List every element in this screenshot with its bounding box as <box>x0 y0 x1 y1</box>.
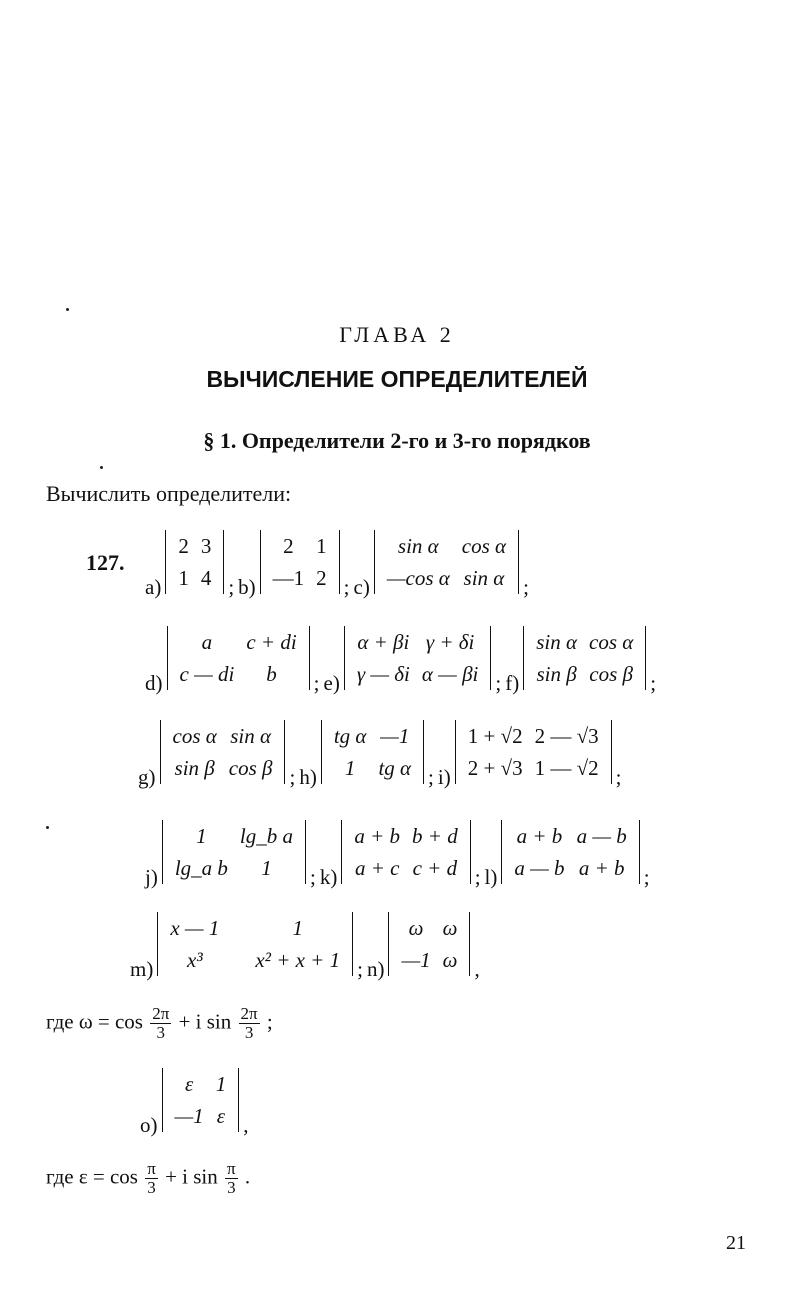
numerator: π <box>147 1159 156 1178</box>
cell: 2 <box>316 566 327 590</box>
label-c: c) <box>353 575 370 599</box>
cell: a + b <box>516 824 563 848</box>
label-g: g) <box>138 765 156 789</box>
denominator: 3 <box>156 1023 166 1042</box>
note-middle: + i sin <box>178 1009 232 1034</box>
cell: —1 <box>272 566 305 590</box>
label-f: f) <box>505 671 520 695</box>
cell: 1 <box>196 824 207 848</box>
cell: sin α <box>536 630 577 654</box>
cell: γ + δi <box>425 630 475 654</box>
determinant-b <box>260 530 340 594</box>
determinant-k <box>341 820 470 884</box>
det-row-2 <box>145 626 656 696</box>
cell: 1 <box>316 534 327 558</box>
separator: , <box>474 957 480 981</box>
label-o: o) <box>140 1113 158 1137</box>
determinant-c <box>374 530 519 594</box>
fraction <box>239 1005 260 1042</box>
note-middle: + i sin <box>165 1164 218 1189</box>
cell: x — 1 <box>170 916 220 940</box>
cell: cos α <box>589 630 634 654</box>
cell: sin β <box>536 662 577 686</box>
determinant-j <box>162 820 306 884</box>
cell: ε <box>184 1072 194 1096</box>
label-j: j) <box>145 865 158 889</box>
cell: ω <box>442 948 458 972</box>
cell: b + d <box>412 824 458 848</box>
print-speck <box>100 466 103 469</box>
label-b: b) <box>238 575 256 599</box>
cell: —1 <box>401 948 431 972</box>
determinant-i <box>455 720 612 784</box>
cell: a + b <box>354 824 401 848</box>
cell: b <box>266 662 277 686</box>
determinant-h <box>321 720 424 784</box>
cell: 1 <box>215 1072 227 1096</box>
note-suffix: . <box>244 1164 251 1189</box>
determinant-n <box>388 912 470 976</box>
label-i: i) <box>437 765 451 789</box>
cell: sin β <box>174 756 215 780</box>
cell: a + c <box>354 856 400 880</box>
cell: sin α <box>463 566 505 590</box>
cell: ω <box>408 916 424 940</box>
cell: α — βi <box>421 662 479 686</box>
det-row-3 <box>138 720 621 790</box>
numerator: 2π <box>240 1004 258 1023</box>
cell: 1 <box>261 856 272 880</box>
intro-text: Вычислить определители: <box>46 481 292 506</box>
print-speck <box>46 826 49 829</box>
fraction <box>225 1160 238 1197</box>
label-n: n) <box>366 957 385 981</box>
chapter-title: ВЫЧИСЛЕНИЕ ОПРЕДЕЛИТЕЛЕЙ <box>206 366 588 392</box>
cell: lg_a b <box>174 856 228 880</box>
label-e: e) <box>323 671 340 695</box>
cell: 1 <box>292 916 303 940</box>
label-d: d) <box>145 671 163 695</box>
cell: a — b <box>576 824 627 848</box>
cell: 2 + √3 <box>467 756 523 780</box>
cell: —cos α <box>386 566 450 590</box>
fraction <box>150 1005 171 1042</box>
section-heading: § 1. Определители 2-го и 3-го порядков <box>203 428 591 453</box>
cell: c + di <box>246 630 297 654</box>
numerator: π <box>227 1159 236 1178</box>
cell: cos α <box>172 724 217 748</box>
separator: ; <box>343 575 350 599</box>
cell: x³ <box>187 948 203 972</box>
problem-number: 127. <box>86 550 125 575</box>
label-l: l) <box>484 865 498 889</box>
note-prefix: где ε = cos <box>46 1164 138 1189</box>
separator: ; <box>357 957 363 981</box>
separator: ; <box>650 671 657 695</box>
determinant-d <box>167 626 310 690</box>
cell: 2 <box>283 534 294 558</box>
label-k: k) <box>319 865 338 889</box>
cell: a + b <box>578 856 625 880</box>
epsilon-definition <box>46 1160 250 1197</box>
cell: —1 <box>380 724 410 748</box>
cell: ε <box>216 1104 226 1128</box>
cell: 3 <box>200 534 212 558</box>
separator: ; <box>228 575 235 599</box>
cell: a <box>201 630 213 654</box>
cell: —1 <box>174 1104 204 1128</box>
denominator: 3 <box>147 1178 156 1197</box>
page-number: 21 <box>726 1232 746 1254</box>
print-speck <box>66 308 69 311</box>
separator: ; <box>289 765 296 789</box>
determinant-m <box>157 912 353 976</box>
determinant-e <box>344 626 492 690</box>
note-prefix: где ω = cos <box>46 1009 143 1034</box>
cell: lg_b a <box>239 824 294 848</box>
label-a: a) <box>145 575 162 599</box>
determinant-g <box>160 720 286 784</box>
cell: 4 <box>200 566 212 590</box>
det-row-5 <box>130 912 480 982</box>
cell: cos α <box>461 534 507 558</box>
separator: ; <box>643 865 650 889</box>
separator: ; <box>474 865 481 889</box>
determinant-l <box>501 820 639 884</box>
label-m: m) <box>130 957 154 981</box>
separator: ; <box>615 765 622 789</box>
cell: γ — δi <box>356 662 410 686</box>
cell: c — di <box>179 662 235 686</box>
cell: 1 <box>344 756 356 780</box>
fraction <box>145 1160 158 1197</box>
separator: ; <box>310 865 316 889</box>
det-row-4 <box>145 820 650 890</box>
note-suffix: ; <box>266 1009 273 1034</box>
cell: 1 + √2 <box>467 724 523 748</box>
cell: α + βi <box>357 630 410 654</box>
chapter-heading: ГЛАВА 2 <box>339 322 455 347</box>
cell: cos β <box>228 756 273 780</box>
separator: ; <box>523 575 529 599</box>
cell: sin α <box>230 724 272 748</box>
cell: a — b <box>514 856 565 880</box>
separator: ; <box>313 671 320 695</box>
determinant-o <box>162 1068 240 1132</box>
det-row-1 <box>145 530 529 600</box>
cell: ω <box>442 916 458 940</box>
cell: 1 <box>178 566 189 590</box>
cell: tg α <box>333 724 367 748</box>
cell: tg α <box>378 756 412 780</box>
cell: 2 <box>178 534 189 558</box>
label-h: h) <box>299 765 317 789</box>
determinant-a <box>165 530 224 594</box>
det-row-6 <box>140 1068 248 1138</box>
cell: sin α <box>397 534 439 558</box>
numerator: 2π <box>152 1004 170 1023</box>
separator: ; <box>428 765 434 789</box>
separator: , <box>243 1113 249 1137</box>
denominator: 3 <box>227 1178 236 1197</box>
omega-definition <box>46 1005 273 1042</box>
separator: ; <box>495 671 502 695</box>
denominator: 3 <box>244 1023 254 1042</box>
determinant-f <box>523 626 646 690</box>
cell: c + d <box>412 856 458 880</box>
cell: x² + x + 1 <box>255 948 341 972</box>
cell: cos β <box>589 662 633 686</box>
cell: 2 — √3 <box>534 724 599 748</box>
cell: 1 — √2 <box>534 756 599 780</box>
